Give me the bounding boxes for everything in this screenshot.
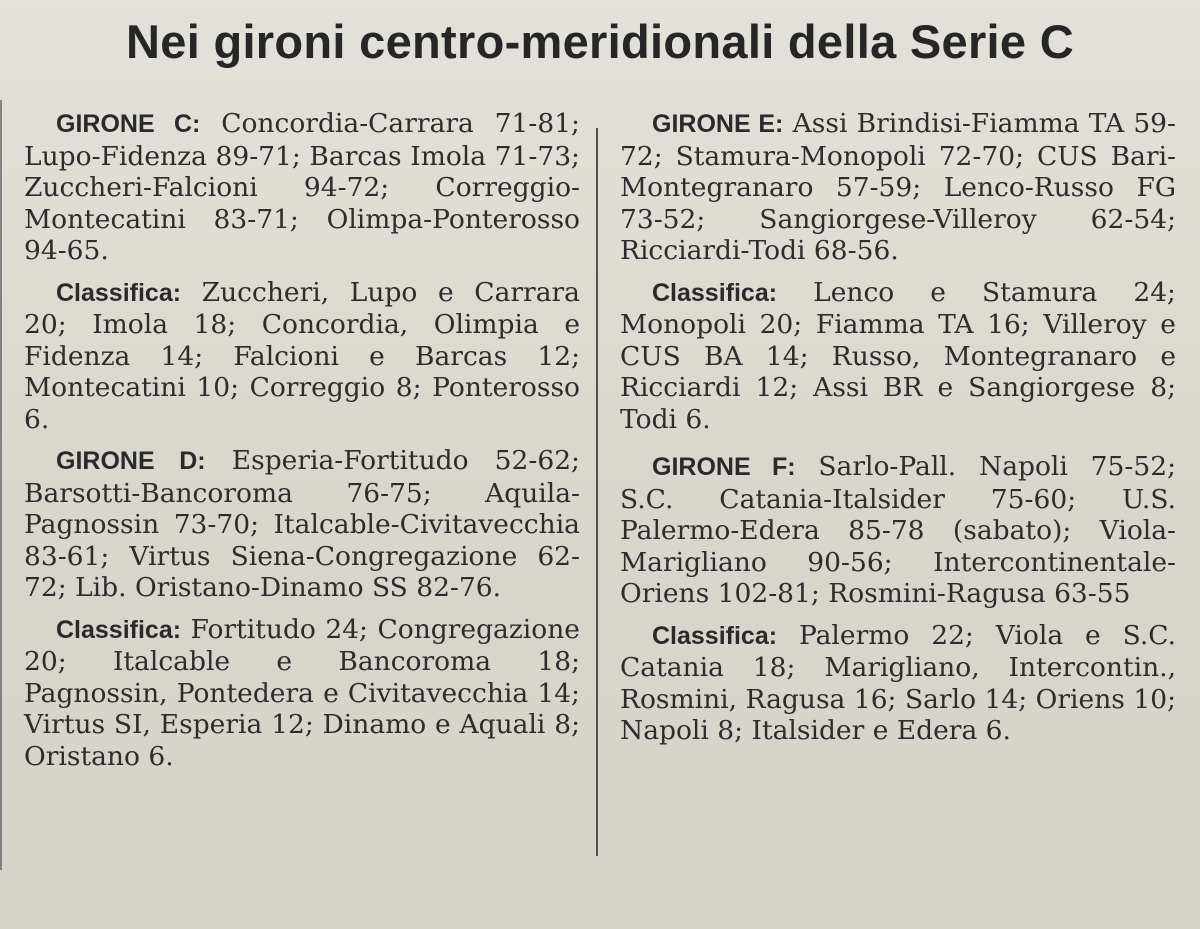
girone-c-text: Concordia-Carrara 71-81; Lupo-Fidenza 89-71; Barcas Imola 71-73; Zuccheri-Falcioni 94-72; Correggio-Montecatini 83-71; Olimpa-Ponterosso 94-65. xyxy=(24,108,580,266)
clipping-edge xyxy=(0,100,2,870)
girone-c-results xyxy=(24,108,580,267)
classifica-d xyxy=(24,614,580,773)
classifica-d-label: Classifica: xyxy=(56,615,182,644)
classifica-d-text: Fortitudo 24; Congregazione 20; Italcable e Bancoroma 18; Pagnossin, Pontedera e Civitavecchia 14; Virtus SI, Esperia 12; Dinamo e Aquali 8; Oristano 6. xyxy=(24,613,580,772)
girone-f-results xyxy=(620,451,1176,610)
classifica-f xyxy=(620,620,1176,747)
girone-f-text: Sarlo-Pall. Napoli 75-52; S.C. Catania-Italsider 75-60; U.S. Palermo-Edera 85-78 (sabato); Viola-Marigliano 90-56; Intercontinentale-Oriens 102-81; Rosmini-Ragusa 63-55 xyxy=(620,451,1176,609)
girone-e-label: GIRONE E: xyxy=(652,110,784,138)
girone-e-results xyxy=(620,108,1176,267)
classifica-c xyxy=(24,277,580,436)
girone-d-label: GIRONE D: xyxy=(56,447,206,475)
classifica-f-label: Classifica: xyxy=(652,621,778,650)
girone-d-text: Esperia-Fortitudo 52-62; Barsotti-Bancoroma 76-75; Aquila-Pagnossin 73-70; Italcable-Civitavecchia 83-61; Virtus Siena-Congregazione 62-72; Lib. Oristano-Dinamo SS 82-76. xyxy=(24,445,580,603)
girone-e-text: Assi Brindisi-Fiamma TA 59-72; Stamura-Monopoli 72-70; CUS Bari-Montegranaro 57-59; Lenco-Russo FG 73-52; Sangiorgese-Villeroy 62-54; Ricciardi-Todi 68-56. xyxy=(620,108,1176,266)
classifica-e-label: Classifica: xyxy=(652,278,778,307)
classifica-c-label: Classifica: xyxy=(56,278,182,307)
left-column xyxy=(24,108,580,782)
classifica-c-text: Zuccheri, Lupo e Carrara 20; Imola 18; Concordia, Olimpia e Fidenza 14; Falcioni e Barcas 12; Montecatini 10; Correggio 8; Ponterosso 6. xyxy=(24,276,580,435)
classifica-f-text: Palermo 22; Viola e S.C. Catania 18; Marigliano, Intercontin., Rosmini, Ragusa 16; Sarlo 14; Oriens 10; Napoli 8; Italsider e Edera 6. xyxy=(620,619,1176,746)
right-column xyxy=(620,108,1176,757)
classifica-e xyxy=(620,277,1176,436)
headline: Nei gironi centro-meridionali della Serie C xyxy=(126,15,1074,68)
girone-d-results xyxy=(24,445,580,604)
column-divider xyxy=(596,128,598,856)
girone-c-label: GIRONE C: xyxy=(56,110,201,138)
girone-f-label: GIRONE F: xyxy=(652,453,796,481)
classifica-e-text: Lenco e Stamura 24; Monopoli 20; Fiamma TA 16; Villeroy e CUS BA 14; Russo, Montegranaro e Ricciardi 12; Assi BR e Sangiorgese 8; Todi 6. xyxy=(620,276,1176,435)
